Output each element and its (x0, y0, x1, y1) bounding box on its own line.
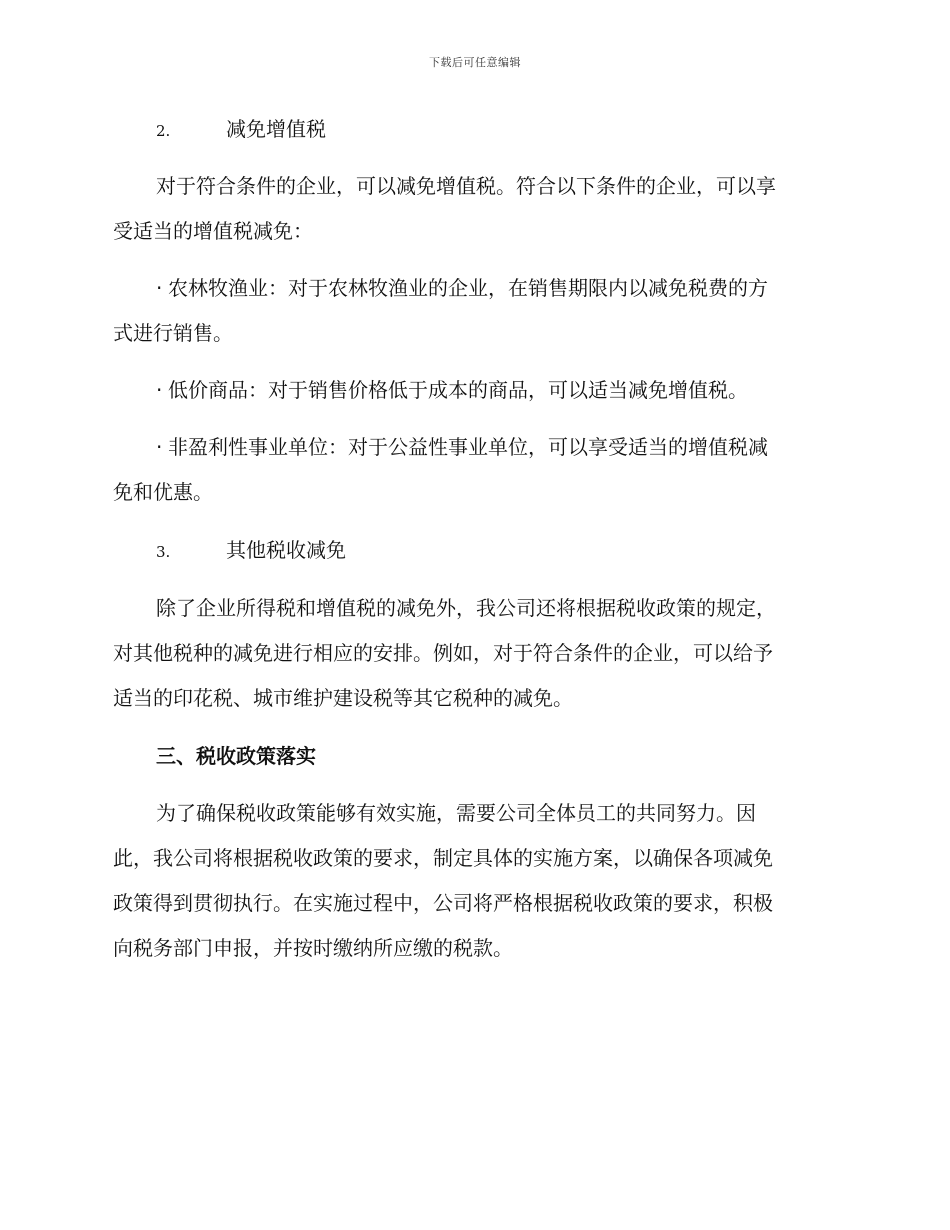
bullet-item-agriculture (156, 265, 846, 311)
bullet-item-nonprofit (156, 424, 846, 470)
section-2-heading (156, 106, 846, 154)
bullet-dot: · (156, 378, 163, 402)
other-tax-line-1: 除了企业所得税和增值税的减免外，我公司还将根据税收政策的规定， (156, 596, 776, 620)
bullet-dot: · (156, 276, 163, 300)
section-2-number: 2. (156, 122, 171, 140)
bullet-item-low-price-goods (156, 367, 846, 413)
other-tax-line-2: 对其他税种的减免进行相应的安排。例如，对于符合条件的企业，可以给予 (113, 641, 773, 665)
section-2-title: 减免增值税 (226, 117, 326, 141)
section-3-heading (156, 527, 846, 575)
bullet-text-line-1: 非盈利性事业单位：对于公益性事业单位，可以享受适当的增值税减 (168, 435, 768, 459)
bullet-nonprofit-line-2: 免和优惠。 (113, 480, 213, 504)
page-header-note: 下载后可任意编辑 (429, 56, 521, 69)
implementation-line-4: 向税务部门申报，并按时缴纳所应缴的税款。 (113, 936, 513, 960)
vat-intro-line-1: 对于符合条件的企业，可以减免增值税。符合以下条件的企业，可以享 (156, 174, 776, 198)
implementation-line-2: 此，我公司将根据税收政策的要求，制定具体的实施方案，以确保各项减免 (113, 846, 773, 870)
bullet-text-line-1: 低价商品：对于销售价格低于成本的商品，可以适当减免增值税。 (168, 378, 748, 402)
bullet-dot: · (156, 435, 163, 459)
implementation-line-1: 为了确保税收政策能够有效实施，需要公司全体员工的共同努力。因 (156, 801, 756, 825)
section-3-number: 3. (156, 543, 171, 561)
implementation-heading: 三、税收政策落实 (156, 744, 316, 768)
vat-intro-line-2: 受适当的增值税减免： (113, 219, 313, 243)
bullet-text-line-1: 农林牧渔业：对于农林牧渔业的企业，在销售期限内以减免税费的方 (168, 276, 768, 300)
bullet-agriculture-line-2: 式进行销售。 (113, 321, 233, 345)
section-3-title: 其他税收减免 (226, 538, 346, 562)
implementation-line-3: 政策得到贯彻执行。在实施过程中，公司将严格根据税收政策的要求，积极 (113, 891, 773, 915)
other-tax-line-3: 适当的印花税、城市维护建设税等其它税种的减免。 (113, 686, 573, 710)
